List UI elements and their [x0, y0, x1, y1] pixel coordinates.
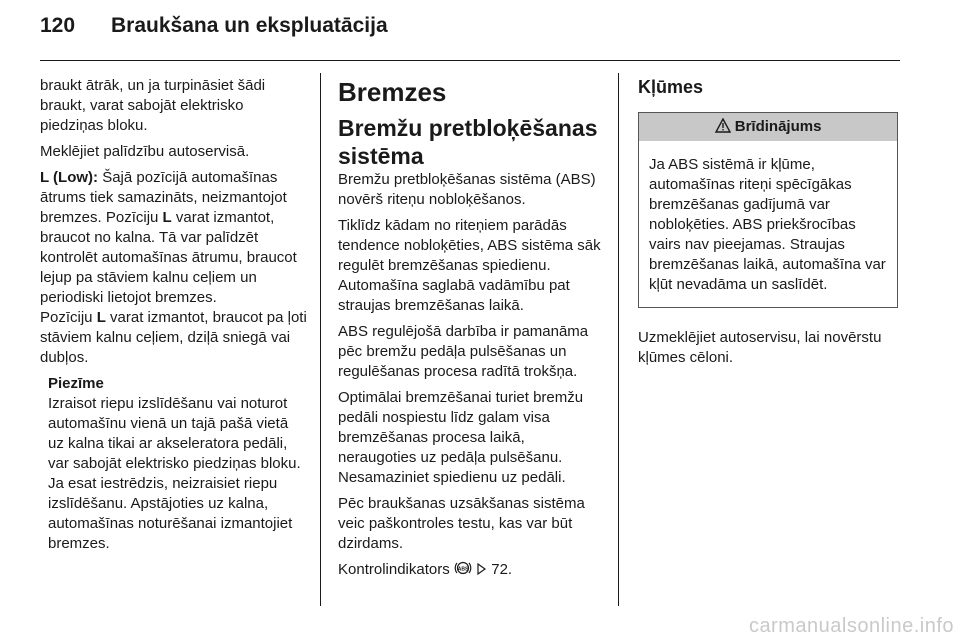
svg-text:ABS: ABS — [457, 566, 469, 573]
paragraph-abs-selftest: Pēc braukšanas uzsākšanas sistēma veic paškontroles testu, kas var būt dzirdams. — [338, 495, 585, 552]
column-divider-2 — [618, 73, 619, 606]
watermark: carmanualsonline.info — [748, 615, 954, 637]
abs-indicator-icon — [454, 561, 472, 578]
note-text: Izraisot riepu izslīdēšanu vai noturot automašīnu vienā un tajā pašā vietā uz kalna tikai ar akseleratora pedāli, var sabojāt elektrisko piedziņas bloku. Ja esat iestrēdzis, neizraisiet riepu izslīdēšanu. Apstājoties uz kalna, automašīnas noturēšanai izmantojiet bremzes. — [48, 395, 301, 552]
column-divider-1 — [320, 73, 321, 606]
low-label: L (Low): — [40, 169, 99, 186]
section-heading: Bremzes — [338, 77, 447, 107]
paragraph-continuation: braukt ātrāk, un ja turpināsiet šādi braukt, varat sabojāt elektrisko piedziņas bloku. — [40, 77, 266, 134]
header-rule — [40, 60, 900, 61]
warning-triangle-icon — [715, 118, 731, 135]
column-middle — [338, 76, 606, 586]
paragraph-low-deep — [40, 308, 308, 368]
low-text-b: varat izmantot, braucot no kalna. Tā var palīdzēt kontrolēt automašīnas ātrumu, braucot lejup pa stāviem kalnu ceļiem un periodiski lietojot bremzes. — [40, 209, 297, 306]
warning-text: Ja ABS sistēmā ir kļūme, automašīnas riteņi spēcīgākas bremzēšanas gadījumā var nobloķēties. ABS priekšrocības vairs nav pieejamas. Straujas bremzēšanas laikā, automašīna var kļūt nevadāma un saslīdēt. — [649, 156, 886, 293]
warning-box — [638, 112, 898, 308]
indicator-text: Kontrolindikators — [338, 561, 450, 578]
note-title: Piezīme — [48, 375, 104, 392]
paragraph-service: Meklējiet palīdzību autoservisā. — [40, 143, 250, 160]
warning-header — [639, 113, 897, 141]
paragraph-service-fault: Uzmeklējiet autoservisu, lai novērstu kļūmes cēloni. — [638, 329, 882, 366]
low-text-a: Šajā pozīcijā automašīnas ātrums tiek samazināts, neizmantojot bremzes. Pozīciju — [40, 169, 287, 226]
low-letter: L — [162, 209, 172, 226]
low-text-c: Pozīciju — [40, 309, 97, 326]
note-block — [48, 374, 308, 554]
paragraph-abs-function: Tiklīdz kādam no riteņiem parādās tendence nobloķēties, ABS sistēma sāk regulēt bremzēšanas spiedienu. Automašīna saglabā vadāmību pat straujas bremzēšanas laikā. — [338, 217, 601, 314]
paragraph-abs-noticeable: ABS regulējošā darbība ir pamanāma pēc bremžu pedāļa pulsēšanas un regulēšanas procesa radītā trokšņa. — [338, 323, 589, 380]
indicator-page-ref[interactable]: 72. — [491, 561, 513, 578]
subsection-heading: Bremžu pretbloķēšanas sistēma — [338, 115, 598, 169]
warning-title: Brīdinājums — [734, 118, 822, 135]
low-text-d: varat izmantot, braucot pa ļoti stāviem kalnu ceļiem, dziļā sniegā vai dubļos. — [40, 309, 307, 366]
paragraph-abs-optimal: Optimālai bremzēšanai turiet bremžu pedāli nospiestu līdz galam visa bremzēšanas procesa laikā, neraugoties uz pedāļa pulsēšanu. Nesamaziniet spiedienu uz pedāli. — [338, 389, 584, 486]
page-number: 120 — [40, 14, 76, 37]
paragraph-low-gear — [40, 168, 308, 308]
low-letter: L — [96, 309, 106, 326]
column-left — [40, 76, 308, 554]
paragraph-indicator — [338, 560, 606, 580]
paragraph-abs-intro: Bremžu pretbloķēšanas sistēma (ABS) novērš riteņu nobloķēšanos. — [338, 171, 596, 208]
column-right — [638, 76, 900, 374]
faults-heading: Kļūmes — [638, 77, 704, 97]
page-reference-arrow-icon — [476, 561, 487, 578]
page-title: Braukšana un ekspluatācija — [111, 14, 388, 37]
